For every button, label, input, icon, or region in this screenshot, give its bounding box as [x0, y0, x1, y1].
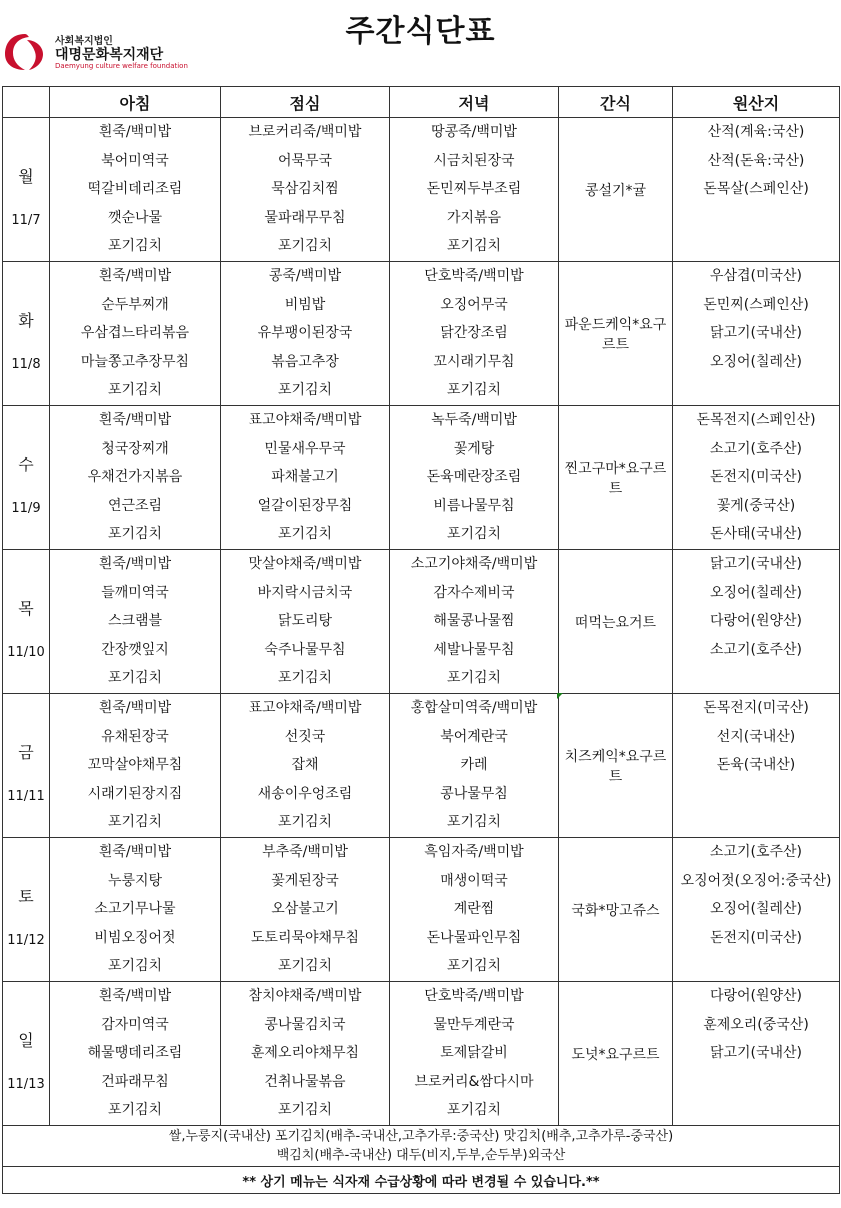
- lunch-item: 포기김치: [277, 670, 333, 686]
- dinner-cell: [390, 982, 559, 1126]
- breakfast-item: 깻순나물: [107, 209, 163, 226]
- day-date: 11/7: [11, 213, 41, 228]
- day-cell: [3, 406, 50, 550]
- lunch-cell: [221, 262, 390, 406]
- footer-notice: ** 상기 메뉴는 식자재 수급상황에 따라 변경될 수 있습니다.**: [3, 1167, 840, 1194]
- page-header: [0, 0, 841, 86]
- origin-item: 꽃게(중국산): [716, 497, 796, 514]
- day-row: [3, 406, 840, 550]
- day-row: [3, 838, 840, 982]
- lunch-item: 포기김치: [277, 382, 333, 398]
- dinner-item: 계란찜: [453, 901, 495, 917]
- lunch-item: 새송이우엉조림: [257, 785, 353, 802]
- origin-item: 오징어(칠레산): [709, 353, 803, 370]
- origin-cell: [673, 262, 840, 406]
- header-row: [3, 87, 840, 118]
- lunch-item: 표고야채죽/백미밥: [248, 700, 362, 716]
- breakfast-item: 유채된장국: [101, 728, 169, 745]
- dinner-item: 홍합살미역죽/백미밥: [410, 700, 538, 716]
- lunch-item: 콩나물김치국: [264, 1016, 346, 1033]
- lunch-item: 비빔밥: [284, 296, 326, 313]
- logo-subtitle: 사회복지법인: [55, 36, 113, 47]
- header-breakfast: 아침: [50, 87, 221, 118]
- lunch-item: 브로커리죽/백미밥: [248, 124, 362, 140]
- dinner-cell: [390, 838, 559, 982]
- dinner-item: 흑임자죽/백미밥: [424, 844, 524, 860]
- origin-cell: [673, 838, 840, 982]
- breakfast-item: 간장깻잎지: [101, 641, 169, 658]
- lunch-item: 꽃게된장국: [271, 872, 339, 889]
- day-row: [3, 262, 840, 406]
- origin-item: 소고기(호주산): [709, 440, 803, 457]
- breakfast-cell: [50, 982, 221, 1126]
- breakfast-item: 해물땡데리조림: [87, 1045, 183, 1061]
- logo-name: 대명문화복지재단: [55, 47, 164, 63]
- dinner-item: 매생이떡국: [440, 872, 508, 889]
- origin-item: 오징어(칠레산): [709, 584, 803, 601]
- dinner-item: 시금치된장국: [433, 152, 515, 169]
- breakfast-cell: [50, 694, 221, 838]
- header-snack: 간식: [559, 87, 673, 118]
- menu-body: [3, 118, 840, 1126]
- breakfast-cell: [50, 406, 221, 550]
- breakfast-cell: [50, 262, 221, 406]
- day-name: 토: [18, 887, 34, 906]
- dinner-item: 포기김치: [446, 814, 502, 830]
- origin-item: 선지(국내산): [716, 728, 796, 745]
- breakfast-item: 흰죽/백미밥: [98, 844, 172, 860]
- breakfast-item: 흰죽/백미밥: [98, 556, 172, 572]
- dinner-item: 북어계란국: [440, 728, 508, 745]
- day-row: [3, 550, 840, 694]
- lunch-item: 포기김치: [277, 1102, 333, 1118]
- lunch-item: 닭도리탕: [277, 613, 333, 629]
- lunch-cell: [221, 694, 390, 838]
- breakfast-item: 소고기무나물: [94, 901, 176, 917]
- lunch-item: 표고야채죽/백미밥: [248, 412, 362, 428]
- origin-cell: [673, 694, 840, 838]
- breakfast-item: 떡갈비데리조림: [87, 181, 183, 197]
- day-date: 11/8: [11, 357, 41, 372]
- header-origin: 원산지: [673, 87, 840, 118]
- dinner-item: 포기김치: [446, 670, 502, 686]
- origin-item: 돈전지(미국산): [709, 929, 803, 946]
- lunch-item: 바지락시금치국: [257, 584, 353, 601]
- dinner-item: 돈육메란장조림: [426, 469, 522, 485]
- dinner-item: 비름나물무침: [433, 497, 515, 514]
- origin-item: 훈제오리(중국산): [703, 1016, 809, 1033]
- day-date: 11/12: [7, 933, 45, 948]
- dinner-item: 꽃게탕: [453, 440, 495, 457]
- origin-cell: [673, 982, 840, 1126]
- breakfast-item: 포기김치: [107, 1102, 163, 1118]
- origin-item: 소고기(호주산): [709, 641, 803, 658]
- lunch-item: 포기김치: [277, 526, 333, 542]
- dinner-item: 토제닭갈비: [440, 1045, 508, 1061]
- breakfast-item: 흰죽/백미밥: [98, 988, 172, 1004]
- origin-item: 다랑어(원양산): [709, 988, 803, 1004]
- dinner-item: 단호박죽/백미밥: [424, 988, 524, 1004]
- dinner-item: 돈민찌두부조림: [426, 181, 522, 197]
- dinner-item: 포기김치: [446, 1102, 502, 1118]
- day-date: 11/9: [11, 501, 41, 516]
- day-cell: [3, 550, 50, 694]
- breakfast-item: 포기김치: [107, 238, 163, 254]
- foundation-logo: [3, 30, 188, 74]
- snack-cell: 찐고구마*요구르트: [559, 406, 673, 550]
- lunch-item: 오삼불고기: [271, 901, 339, 917]
- breakfast-item: 흰죽/백미밥: [98, 412, 172, 428]
- dinner-cell: [390, 118, 559, 262]
- origin-item: 돈전지(미국산): [709, 469, 803, 485]
- cell-comment-marker: [557, 693, 563, 699]
- lunch-item: 파채불고기: [271, 469, 339, 485]
- origin-item: 돈사태(국내산): [709, 526, 803, 542]
- lunch-item: 맛살야채죽/백미밥: [248, 556, 362, 572]
- lunch-cell: [221, 982, 390, 1126]
- origin-item: 돈육(국내산): [716, 757, 796, 773]
- lunch-item: 볶음고추장: [271, 353, 339, 370]
- lunch-item: 어묵무국: [277, 152, 333, 169]
- origin-item: 돈민찌(스페인산): [703, 296, 809, 313]
- day-name: 수: [18, 455, 34, 474]
- origin-item: 오징어(칠레산): [709, 901, 803, 917]
- origin-item: 산적(계육:국산): [707, 124, 805, 140]
- lunch-item: 잡채: [291, 757, 319, 773]
- breakfast-cell: [50, 118, 221, 262]
- dinner-cell: [390, 406, 559, 550]
- snack-cell: 치즈케익*요구르트: [559, 694, 673, 838]
- footer-origin-row: [3, 1126, 840, 1167]
- origin-item: 돈목살(스페인산): [703, 181, 809, 197]
- origin-item: 돈목전지(미국산): [703, 700, 809, 716]
- breakfast-item: 들깨미역국: [101, 584, 169, 601]
- dinner-item: 오징어무국: [440, 296, 508, 313]
- origin-item: 오징어젓(오징어:중국산): [680, 872, 832, 889]
- logo-mark-icon: [3, 32, 49, 72]
- breakfast-item: 포기김치: [107, 382, 163, 398]
- lunch-item: 포기김치: [277, 814, 333, 830]
- footer-notice-row: [3, 1167, 840, 1194]
- breakfast-item: 우채건가지볶음: [87, 469, 183, 485]
- day-date: 11/11: [7, 789, 45, 804]
- day-row: [3, 118, 840, 262]
- lunch-item: 숙주나물무침: [264, 641, 346, 658]
- breakfast-cell: [50, 550, 221, 694]
- page-title: 주간식단표: [345, 14, 496, 49]
- breakfast-cell: [50, 838, 221, 982]
- dinner-item: 포기김치: [446, 238, 502, 254]
- lunch-cell: [221, 118, 390, 262]
- breakfast-item: 감자미역국: [101, 1016, 169, 1033]
- day-cell: [3, 694, 50, 838]
- dinner-item: 소고기야채죽/백미밥: [410, 556, 538, 572]
- day-cell: [3, 118, 50, 262]
- day-name: 금: [18, 743, 34, 762]
- breakfast-item: 마늘쫑고추장무침: [80, 353, 190, 370]
- breakfast-item: 우삼겹느타리볶음: [80, 325, 190, 341]
- dinner-item: 돈나물파인무침: [426, 929, 522, 946]
- lunch-item: 물파래무무침: [264, 209, 346, 226]
- lunch-item: 포기김치: [277, 238, 333, 254]
- breakfast-item: 포기김치: [107, 526, 163, 542]
- lunch-cell: [221, 406, 390, 550]
- breakfast-item: 포기김치: [107, 670, 163, 686]
- dinner-item: 단호박죽/백미밥: [424, 268, 524, 284]
- lunch-cell: [221, 550, 390, 694]
- origin-item: 다랑어(원양산): [709, 613, 803, 629]
- breakfast-item: 누룽지탕: [107, 872, 163, 889]
- day-date: 11/13: [7, 1077, 45, 1092]
- dinner-item: 세발나물무침: [433, 641, 515, 658]
- lunch-cell: [221, 838, 390, 982]
- breakfast-item: 비빔오징어젓: [94, 929, 176, 946]
- weekly-menu-table: [2, 86, 840, 1194]
- lunch-item: 유부팽이된장국: [257, 325, 353, 341]
- footer-line-2: 백김치(배추-국내산) 대두(비지,두부,순두부)외국산: [276, 1148, 566, 1163]
- origin-cell: [673, 406, 840, 550]
- breakfast-item: 흰죽/백미밥: [98, 700, 172, 716]
- day-cell: [3, 262, 50, 406]
- dinner-item: 카레: [460, 757, 488, 773]
- dinner-item: 녹두죽/백미밥: [431, 412, 517, 428]
- breakfast-item: 흰죽/백미밥: [98, 268, 172, 284]
- dinner-item: 감자수제비국: [433, 584, 515, 601]
- day-row: [3, 982, 840, 1126]
- dinner-item: 가지볶음: [446, 209, 502, 226]
- dinner-item: 땅콩죽/백미밥: [431, 124, 517, 140]
- footer-origin-notes: [3, 1126, 840, 1167]
- dinner-cell: [390, 694, 559, 838]
- origin-item: 닭고기(국내산): [709, 556, 803, 572]
- day-name: 화: [18, 311, 34, 330]
- breakfast-item: 건파래무침: [101, 1073, 169, 1090]
- logo-english: Daemyung culture welfare foundation: [55, 62, 188, 70]
- day-name: 월: [18, 167, 34, 186]
- day-cell: [3, 982, 50, 1126]
- snack-cell: 떠먹는요거트: [559, 550, 673, 694]
- lunch-item: 부추죽/백미밥: [262, 844, 348, 860]
- snack-cell: 파운드케익*요구르트: [559, 262, 673, 406]
- breakfast-item: 순두부찌개: [101, 296, 169, 313]
- origin-item: 소고기(호주산): [709, 844, 803, 860]
- origin-item: 산적(돈육:국산): [707, 152, 805, 169]
- lunch-item: 참치야채죽/백미밥: [248, 988, 362, 1004]
- breakfast-item: 시래기된장지짐: [87, 785, 183, 802]
- breakfast-item: 청국장찌개: [101, 440, 169, 457]
- dinner-cell: [390, 262, 559, 406]
- breakfast-item: 북어미역국: [101, 152, 169, 169]
- lunch-item: 얼갈이된장무침: [257, 497, 353, 514]
- header-lunch: 점심: [221, 87, 390, 118]
- dinner-item: 포기김치: [446, 382, 502, 398]
- breakfast-item: 포기김치: [107, 958, 163, 974]
- lunch-item: 훈제오리야채무침: [250, 1045, 360, 1061]
- header-day: [3, 87, 50, 118]
- snack-cell: 도넛*요구르트: [559, 982, 673, 1126]
- dinner-cell: [390, 550, 559, 694]
- dinner-item: 닭간장조림: [440, 325, 508, 341]
- dinner-item: 꼬시래기무침: [433, 353, 515, 370]
- breakfast-item: 연근조림: [107, 497, 163, 514]
- dinner-item: 물만두계란국: [433, 1016, 515, 1033]
- lunch-item: 묵삼김치찜: [271, 181, 339, 197]
- dinner-item: 콩나물무침: [440, 785, 508, 802]
- origin-item: 닭고기(국내산): [709, 1045, 803, 1061]
- origin-item: 우삼겹(미국산): [709, 268, 803, 284]
- dinner-item: 포기김치: [446, 526, 502, 542]
- day-name: 목: [18, 599, 34, 618]
- lunch-item: 선짓국: [284, 728, 326, 745]
- origin-item: 돈목전지(스페인산): [696, 412, 816, 428]
- origin-item: 닭고기(국내산): [709, 325, 803, 341]
- lunch-item: 콩죽/백미밥: [268, 268, 342, 284]
- breakfast-item: 꼬막살야채무침: [87, 757, 183, 773]
- lunch-item: 민물새우무국: [264, 440, 346, 457]
- dinner-item: 브로커리&쌈다시마: [414, 1073, 534, 1090]
- breakfast-item: 흰죽/백미밥: [98, 124, 172, 140]
- lunch-item: 도토리묵야채무침: [250, 929, 360, 946]
- footer-line-1: 쌀,누룽지(국내산) 포기김치(배추-국내산,고추가루:중국산) 맛김치(배추,고추가루-중국산): [168, 1129, 674, 1144]
- origin-cell: [673, 550, 840, 694]
- day-cell: [3, 838, 50, 982]
- lunch-item: 포기김치: [277, 958, 333, 974]
- snack-cell: 국화*망고쥬스: [559, 838, 673, 982]
- day-row: [3, 694, 840, 838]
- snack-cell: 콩설기*귤: [559, 118, 673, 262]
- breakfast-item: 스크램블: [107, 613, 163, 629]
- dinner-item: 해물콩나물찜: [433, 613, 515, 629]
- dinner-item: 포기김치: [446, 958, 502, 974]
- day-name: 일: [18, 1031, 34, 1050]
- lunch-item: 건취나물볶음: [264, 1073, 346, 1090]
- header-dinner: 저녁: [390, 87, 559, 118]
- breakfast-item: 포기김치: [107, 814, 163, 830]
- day-date: 11/10: [7, 645, 45, 660]
- origin-cell: [673, 118, 840, 262]
